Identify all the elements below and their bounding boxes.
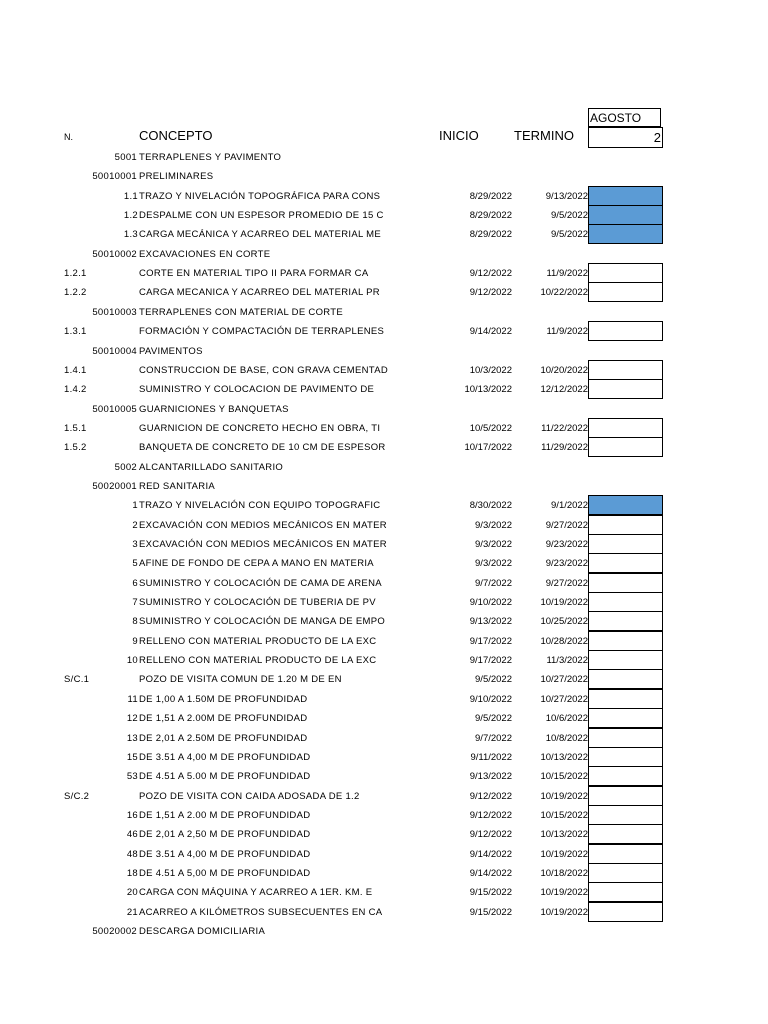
row-code[interactable]: 50010005: [92, 403, 137, 415]
row-end-date[interactable]: 9/13/2022: [545, 190, 588, 202]
row-concept[interactable]: TRAZO Y NIVELACIÓN CON EQUIPO TOPOGRAFIC: [139, 500, 381, 512]
row-start-date[interactable]: 9/12/2022: [469, 829, 512, 841]
row-code[interactable]: 50010001: [92, 171, 137, 183]
row-concept[interactable]: CORTE EN MATERIAL TIPO II PARA FORMAR CA: [139, 268, 369, 280]
row-start-date[interactable]: 9/14/2022: [469, 326, 512, 338]
table-row: [0, 245, 768, 264]
row-code[interactable]: 48: [126, 848, 138, 860]
row-code[interactable]: 9: [132, 635, 138, 647]
table-row: [0, 303, 768, 322]
row-code[interactable]: 1.2.1: [64, 268, 87, 280]
table-row: [0, 554, 768, 573]
gantt-empty-cell[interactable]: [588, 553, 663, 573]
row-code[interactable]: 1.5.2: [64, 442, 87, 454]
table-row: [0, 477, 768, 496]
gantt-empty-cell[interactable]: [588, 863, 663, 883]
row-code[interactable]: 10: [126, 655, 138, 667]
table-row: [0, 670, 768, 689]
row-code[interactable]: 5: [132, 558, 138, 570]
row-start-date[interactable]: 9/17/2022: [469, 655, 512, 667]
row-start-date[interactable]: 9/5/2022: [475, 713, 512, 725]
row-concept[interactable]: TRAZO Y NIVELACIÓN TOPOGRÁFICA PARA CONS: [139, 190, 381, 202]
row-code[interactable]: S/C.2: [64, 790, 90, 802]
row-code[interactable]: 50020002: [92, 926, 137, 937]
column-header-concept: CONCEPTO: [139, 128, 213, 143]
week-header-cell[interactable]: 2: [588, 127, 663, 148]
row-code[interactable]: 1.3.1: [64, 326, 87, 338]
gantt-empty-cell[interactable]: [588, 321, 663, 341]
table-row: [0, 593, 768, 612]
row-end-date[interactable]: 10/8/2022: [545, 732, 588, 744]
gantt-empty-cell[interactable]: [588, 708, 663, 728]
row-concept[interactable]: RED SANITARIA: [139, 480, 216, 492]
table-row: [0, 225, 768, 244]
row-code[interactable]: 1.5.1: [64, 422, 87, 434]
row-end-date[interactable]: 9/23/2022: [545, 539, 588, 550]
row-start-date[interactable]: 9/5/2022: [475, 674, 512, 686]
gantt-empty-cell[interactable]: [588, 902, 663, 922]
row-code[interactable]: 11: [127, 693, 138, 705]
row-start-date[interactable]: 8/29/2022: [469, 210, 512, 222]
row-code[interactable]: 12: [126, 713, 138, 725]
table-row: [0, 264, 768, 283]
row-end-date[interactable]: 9/1/2022: [551, 500, 588, 512]
gantt-empty-cell[interactable]: [588, 669, 663, 689]
table-row: [0, 806, 768, 825]
row-start-date[interactable]: 9/13/2022: [469, 616, 512, 628]
row-concept[interactable]: GUARNICION DE CONCRETO HECHO EN OBRA, TI: [139, 422, 381, 434]
row-concept[interactable]: EXCAVACIONES EN CORTE: [139, 248, 271, 260]
row-code[interactable]: 50010004: [92, 345, 137, 357]
table-row: [0, 535, 768, 554]
row-code[interactable]: 3: [132, 539, 138, 550]
table-row: [0, 787, 768, 806]
row-code[interactable]: 1.3: [123, 229, 138, 241]
row-code[interactable]: 46: [126, 829, 138, 841]
row-start-date[interactable]: 10/5/2022: [469, 422, 512, 434]
gantt-empty-cell[interactable]: [588, 631, 663, 651]
table-row: [0, 380, 768, 399]
row-end-date[interactable]: 10/13/2022: [540, 751, 588, 763]
row-code[interactable]: 13: [126, 732, 138, 744]
row-concept[interactable]: CARGA MECÁNICA Y ACARREO DEL MATERIAL ME: [139, 229, 381, 241]
table-row: [0, 516, 768, 535]
gantt-bar-cell[interactable]: [588, 205, 663, 225]
row-start-date[interactable]: 9/15/2022: [469, 887, 512, 899]
row-end-date[interactable]: 10/19/2022: [540, 906, 588, 918]
gantt-empty-cell[interactable]: [588, 573, 663, 593]
row-concept[interactable]: POZO DE VISITA COMUN DE 1.20 M DE EN: [139, 674, 342, 686]
row-start-date[interactable]: 9/12/2022: [469, 790, 512, 802]
gantt-empty-cell[interactable]: [588, 418, 663, 438]
row-end-date[interactable]: 9/23/2022: [545, 558, 588, 570]
table-row: [0, 922, 768, 941]
row-concept[interactable]: RELLENO CON MATERIAL PRODUCTO DE LA EXC: [139, 635, 377, 647]
table-row: [0, 748, 768, 767]
gantt-empty-cell[interactable]: [588, 805, 663, 825]
gantt-empty-cell[interactable]: [588, 747, 663, 767]
gantt-empty-cell[interactable]: [588, 824, 663, 844]
row-concept[interactable]: DE 1,51 A 2.00 M DE PROFUNDIDAD: [139, 809, 311, 821]
table-row: [0, 903, 768, 922]
row-code[interactable]: 5002: [114, 461, 137, 473]
row-end-date[interactable]: 10/18/2022: [540, 867, 588, 879]
gantt-empty-cell[interactable]: [588, 437, 663, 457]
row-concept[interactable]: DE 2,01 A 2,50 M DE PROFUNDIDAD: [139, 829, 311, 841]
row-concept[interactable]: DESPALME CON UN ESPESOR PROMEDIO DE 15 C: [139, 210, 384, 222]
row-code[interactable]: 53: [126, 771, 138, 783]
row-concept[interactable]: SUMINISTRO Y COLOCACION DE PAVIMENTO DE: [139, 384, 375, 396]
row-end-date[interactable]: 10/19/2022: [540, 848, 588, 860]
table-row: [0, 864, 768, 883]
row-concept[interactable]: DE 3.51 A 4,00 M DE PROFUNDIDAD: [139, 751, 311, 763]
row-concept[interactable]: CONSTRUCCION DE BASE, CON GRAVA CEMENTAD: [139, 364, 388, 376]
row-code[interactable]: 50020001: [92, 480, 137, 492]
row-start-date[interactable]: 9/7/2022: [475, 577, 512, 589]
row-code[interactable]: 1.2: [123, 210, 138, 222]
gantt-empty-cell[interactable]: [588, 689, 663, 709]
table-row: [0, 283, 768, 302]
column-header-end: TERMINO: [514, 128, 574, 143]
table-row: [0, 651, 768, 670]
row-code[interactable]: 50010002: [92, 248, 137, 260]
gantt-empty-cell[interactable]: [588, 360, 663, 380]
row-end-date[interactable]: 9/5/2022: [551, 210, 588, 222]
row-code[interactable]: 20: [126, 887, 138, 899]
table-row: [0, 767, 768, 786]
row-code[interactable]: 1.4.1: [64, 364, 87, 376]
gantt-empty-cell[interactable]: [588, 282, 663, 302]
row-concept[interactable]: DE 4.51 A 5,00 M DE PROFUNDIDAD: [139, 867, 311, 879]
row-start-date[interactable]: 9/11/2022: [470, 751, 512, 763]
row-concept[interactable]: PAVIMENTOS: [139, 345, 203, 357]
row-code[interactable]: 50010003: [92, 306, 137, 318]
gantt-empty-cell[interactable]: [588, 844, 663, 864]
row-end-date[interactable]: 10/15/2022: [540, 771, 588, 783]
row-start-date[interactable]: 9/12/2022: [469, 809, 512, 821]
table-row: [0, 419, 768, 438]
row-concept[interactable]: CARGA MECANICA Y ACARREO DEL MATERIAL PR: [139, 287, 380, 299]
row-start-date[interactable]: 9/7/2022: [475, 732, 512, 744]
gantt-empty-cell[interactable]: [588, 786, 663, 806]
row-code[interactable]: S/C.1: [64, 674, 90, 686]
gantt-empty-cell[interactable]: [588, 766, 663, 786]
row-start-date[interactable]: 9/3/2022: [475, 519, 512, 531]
row-end-date[interactable]: 10/19/2022: [540, 887, 588, 899]
row-start-date[interactable]: 9/14/2022: [469, 867, 512, 879]
row-start-date[interactable]: 8/30/2022: [469, 500, 512, 512]
row-code[interactable]: 15: [126, 751, 138, 763]
table-row: [0, 438, 768, 457]
gantt-empty-cell[interactable]: [588, 534, 663, 554]
row-end-date[interactable]: 11/9/2022: [546, 268, 588, 280]
row-code[interactable]: 1.1: [123, 190, 138, 202]
row-start-date[interactable]: 9/17/2022: [469, 635, 512, 647]
row-end-date[interactable]: 9/5/2022: [551, 229, 588, 241]
row-concept[interactable]: CARGA CON MÁQUINA Y ACARREO A 1ER. KM. E: [139, 887, 373, 899]
row-end-date[interactable]: 10/28/2022: [540, 635, 588, 647]
gantt-empty-cell[interactable]: [588, 611, 663, 631]
gantt-empty-cell[interactable]: [588, 728, 663, 748]
gantt-empty-cell[interactable]: [588, 592, 663, 612]
row-concept[interactable]: DE 1,51 A 2.00M DE PROFUNDIDAD: [139, 713, 308, 725]
row-end-date[interactable]: 12/12/2022: [540, 384, 588, 396]
row-concept[interactable]: AFINE DE FONDO DE CEPA A MANO EN MATERIA: [139, 558, 374, 570]
table-row: [0, 187, 768, 206]
table-row: [0, 167, 768, 186]
row-end-date[interactable]: 10/27/2022: [540, 674, 588, 686]
row-concept[interactable]: ACARREO A KILÓMETROS SUBSECUENTES EN CA: [139, 906, 383, 918]
row-start-date[interactable]: 9/15/2022: [469, 906, 512, 918]
table-row: [0, 632, 768, 651]
row-end-date[interactable]: 10/6/2022: [545, 713, 588, 725]
column-header-n: N.: [64, 132, 73, 142]
row-concept[interactable]: TERRAPLENES Y PAVIMENTO: [139, 152, 282, 163]
table-row: [0, 825, 768, 844]
row-concept[interactable]: EXCAVACIÓN CON MEDIOS MECÁNICOS EN MATER: [139, 519, 387, 531]
table-row: [0, 709, 768, 728]
row-end-date[interactable]: 11/3/2022: [546, 655, 588, 667]
row-end-date[interactable]: 10/27/2022: [540, 693, 588, 705]
row-end-date[interactable]: 10/19/2022: [540, 597, 588, 609]
row-start-date[interactable]: 8/29/2022: [469, 190, 512, 202]
row-end-date[interactable]: 9/27/2022: [545, 519, 588, 531]
row-concept[interactable]: SUMINISTRO Y COLOCACIÓN DE CAMA DE ARENA: [139, 577, 382, 589]
row-concept[interactable]: EXCAVACIÓN CON MEDIOS MECÁNICOS EN MATER: [139, 539, 387, 550]
table-row: [0, 400, 768, 419]
row-code[interactable]: 1.2.2: [64, 287, 87, 299]
gantt-bar-cell[interactable]: [588, 495, 663, 515]
gantt-empty-cell[interactable]: [588, 882, 663, 902]
row-end-date[interactable]: 10/19/2022: [540, 790, 588, 802]
gantt-bar-cell[interactable]: [588, 224, 663, 244]
row-end-date[interactable]: 11/22/2022: [541, 422, 588, 434]
row-code[interactable]: 6: [132, 577, 138, 589]
gantt-empty-cell[interactable]: [588, 650, 663, 670]
row-concept[interactable]: DESCARGA DOMICILIARIA: [139, 926, 266, 937]
row-start-date[interactable]: 9/13/2022: [469, 771, 512, 783]
row-start-date[interactable]: 9/10/2022: [469, 693, 512, 705]
row-code[interactable]: 1.4.2: [64, 384, 87, 396]
month-header-cell[interactable]: [588, 108, 661, 127]
table-row: [0, 458, 768, 477]
row-concept[interactable]: DE 2,01 A 2.50M DE PROFUNDIDAD: [139, 732, 308, 744]
row-code[interactable]: 16: [126, 809, 138, 821]
row-concept[interactable]: DE 1,00 A 1.50M DE PROFUNDIDAD: [139, 693, 308, 705]
row-start-date[interactable]: 9/12/2022: [469, 268, 512, 280]
column-header-start: INICIO: [439, 128, 479, 143]
row-end-date[interactable]: 9/27/2022: [545, 577, 588, 589]
gantt-empty-cell[interactable]: [588, 515, 663, 535]
row-concept[interactable]: TERRAPLENES CON MATERIAL DE CORTE: [139, 306, 343, 318]
row-code[interactable]: 21: [126, 906, 138, 918]
row-start-date[interactable]: 9/10/2022: [469, 597, 512, 609]
table-row: [0, 612, 768, 631]
row-code[interactable]: 2: [132, 519, 138, 531]
row-code[interactable]: 18: [126, 867, 138, 879]
row-concept[interactable]: PRELIMINARES: [139, 171, 214, 183]
row-start-date[interactable]: 9/3/2022: [475, 558, 512, 570]
gantt-empty-cell[interactable]: [588, 263, 663, 283]
table-row: [0, 883, 768, 902]
row-end-date[interactable]: 10/25/2022: [540, 616, 588, 628]
row-concept[interactable]: RELLENO CON MATERIAL PRODUCTO DE LA EXC: [139, 655, 377, 667]
table-row: [0, 729, 768, 748]
month-label: AGOSTO: [590, 111, 642, 125]
row-concept[interactable]: BANQUETA DE CONCRETO DE 10 CM DE ESPESOR: [139, 442, 386, 454]
table-row: [0, 148, 768, 167]
row-start-date[interactable]: 10/13/2022: [464, 384, 512, 396]
row-concept[interactable]: DE 3.51 A 4,00 M DE PROFUNDIDAD: [139, 848, 311, 860]
row-end-date[interactable]: 11/9/2022: [546, 326, 588, 338]
row-concept[interactable]: GUARNICIONES Y BANQUETAS: [139, 403, 289, 415]
row-end-date[interactable]: 10/20/2022: [540, 364, 588, 376]
row-start-date[interactable]: 9/3/2022: [475, 539, 512, 550]
gantt-empty-cell[interactable]: [588, 379, 663, 399]
table-row: [0, 496, 768, 515]
row-end-date[interactable]: 10/22/2022: [540, 287, 588, 299]
row-start-date[interactable]: 10/17/2022: [464, 442, 512, 454]
row-concept[interactable]: DE 4.51 A 5.00 M DE PROFUNDIDAD: [139, 771, 311, 783]
row-start-date[interactable]: 8/29/2022: [469, 229, 512, 241]
row-code[interactable]: 1: [132, 500, 138, 512]
row-code[interactable]: 8: [132, 616, 138, 628]
table-row: [0, 342, 768, 361]
row-start-date[interactable]: 10/3/2022: [469, 364, 512, 376]
row-concept[interactable]: ALCANTARILLADO SANITARIO: [139, 461, 284, 473]
table-row: [0, 845, 768, 864]
table-row: [0, 690, 768, 709]
row-code[interactable]: 5001: [114, 152, 137, 163]
row-concept[interactable]: SUMINISTRO Y COLOCACIÓN DE TUBERIA DE PV: [139, 597, 376, 609]
table-row: [0, 574, 768, 593]
row-start-date[interactable]: 9/12/2022: [469, 287, 512, 299]
row-start-date[interactable]: 9/14/2022: [469, 848, 512, 860]
table-row: [0, 361, 768, 380]
row-concept[interactable]: SUMINISTRO Y COLOCACIÓN DE MANGA DE EMPO: [139, 616, 386, 628]
row-end-date[interactable]: 11/29/2022: [541, 442, 588, 454]
row-end-date[interactable]: 10/15/2022: [540, 809, 588, 821]
table-row: [0, 206, 768, 225]
row-concept[interactable]: POZO DE VISITA CON CAIDA ADOSADA DE 1.2: [139, 790, 360, 802]
table-row: [0, 322, 768, 341]
gantt-bar-cell[interactable]: [588, 186, 663, 206]
row-code[interactable]: 7: [132, 597, 138, 609]
row-concept[interactable]: FORMACIÓN Y COMPACTACIÓN DE TERRAPLENES: [139, 326, 385, 338]
row-end-date[interactable]: 10/13/2022: [540, 829, 588, 841]
